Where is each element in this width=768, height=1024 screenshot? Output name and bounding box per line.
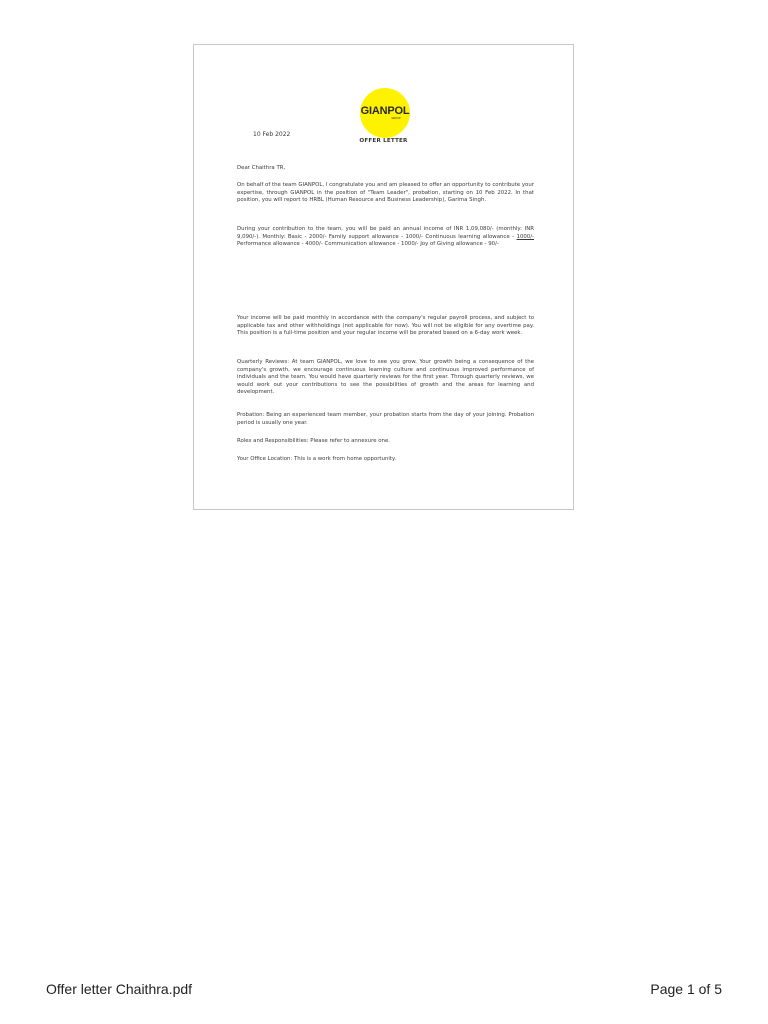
location-paragraph: Your Office Location: This is a work from home opportunity.: [237, 456, 397, 462]
letter-date: 10 Feb 2022: [253, 131, 291, 138]
logo-text: GIANPOL: [360, 105, 410, 117]
probation-paragraph: Probation: Being an experienced team member, your probation starts from the day of your joining. Probation period is usually one year.: [237, 412, 534, 426]
salutation: Dear Chaithra TR,: [237, 165, 286, 171]
payroll-paragraph: Your income will be paid monthly in accordance with the company's regular payroll process, and subject to applicable tax and other withholdings (not applicable for now). You will not be eligible for any overtime pay. This position is a full-time position and your regular income will be prorated based on a 6-day work week.: [237, 315, 534, 337]
reviews-paragraph: Quarterly Reviews: At team GIANPOL, we love to see you grow. Your growth being a consequence of the company's growth, we encourage continuous learning culture and continuous improved performance of individuals and the team. You would have quarterly reviews for the first year. Through quarterly reviews, we would work out your contributions to see the possibilities of growth and the areas for learning and development.: [237, 359, 534, 396]
income-underlined-text: 1000/-: [516, 233, 534, 240]
intro-paragraph: On behalf of the team GIANPOL, I congratulate you and am pleased to offer an opportunity to contribute your expertise, through GIANPOL in the position of "Team Leader", probation, starting on 10 Feb 2022. In that position, you will report to HRBL (Human Resource and Business Leadership), Garima Singh.: [237, 182, 534, 204]
letter-heading: OFFER LETTER: [359, 138, 408, 144]
file-name: Offer letter Chaithra.pdf: [46, 981, 193, 997]
logo-subtext: GROUP: [391, 117, 401, 120]
document-page: [193, 44, 574, 510]
page-indicator: Page 1 of 5: [650, 981, 722, 997]
company-logo: [360, 88, 410, 138]
income-text: During your contribution to the team, you will be paid an annual income of INR 1,09,080/- (monthly: INR 9,090/-). Monthly: Basic - 2000/- Family support allowance - 1000/- Continuous learning allowance -: [237, 226, 534, 240]
roles-paragraph: Roles and Responsibilities: Please refer to annexure one.: [237, 438, 390, 444]
income-text-rest: Performance allowance - 4000/- Communication allowance - 1000/- Joy of Giving allowance - 90/-: [237, 241, 499, 248]
income-paragraph: [237, 226, 534, 249]
